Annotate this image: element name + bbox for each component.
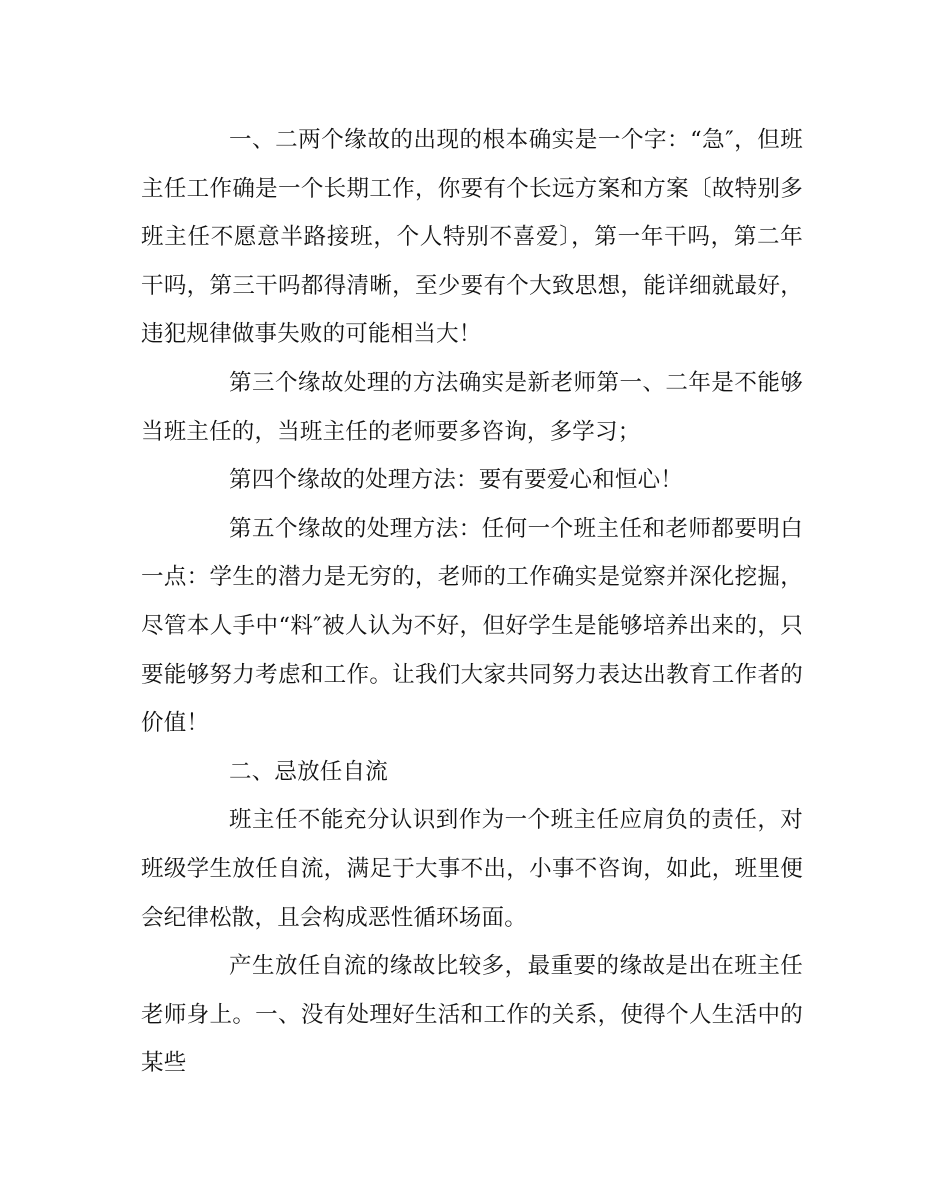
section-heading: 二、忌放任自流 bbox=[229, 758, 388, 785]
paragraph-2: 第三个缘故处理的方法确实是新老师第一、二年是不能够当班主任的，当班主任的老师要多咨询，多学习； bbox=[141, 369, 803, 445]
paragraph-6: 产生放任自流的缘故比较多，最重要的缘故是出在班主任老师身上。一、没有处理好生活和工作的关系，使得个人生活中的某些 bbox=[141, 953, 803, 1077]
paragraph-3: 第四个缘故的处理方法：要有要爱心和恒心！ bbox=[229, 467, 684, 494]
paragraph-4: 第五个缘故的处理方法：任何一个班主任和老师都要明白一点：学生的潜力是无穷的，老师的工作确实是觉察并深化挖掘，尽管本人手中“料″被人认为不好，但好学生是能够培养出来的，只要能够努力考虑和工作。让我们大家共同努力表达出教育工作者的价值！ bbox=[141, 515, 803, 737]
paragraph-1: 一、二两个缘故的出现的根本确实是一个字：“急″，但班主任工作确是一个长期工作，你要有个长远方案和方案〔故特别多班主任不愿意半路接班，个人特别不喜爱〕，第一年干吗，第二年干吗，第三干吗都得清晰，至少要有个大致思想，能详细就最好，违犯规律做事失败的可能相当大！ bbox=[141, 127, 803, 348]
paragraph-5: 班主任不能充分认识到作为一个班主任应肩负的责任，对班级学生放任自流，满足于大事不出，小事不咨询，如此，班里便会纪律松散，且会构成恶性循环场面。 bbox=[141, 807, 803, 931]
document-body bbox=[141, 116, 803, 1088]
